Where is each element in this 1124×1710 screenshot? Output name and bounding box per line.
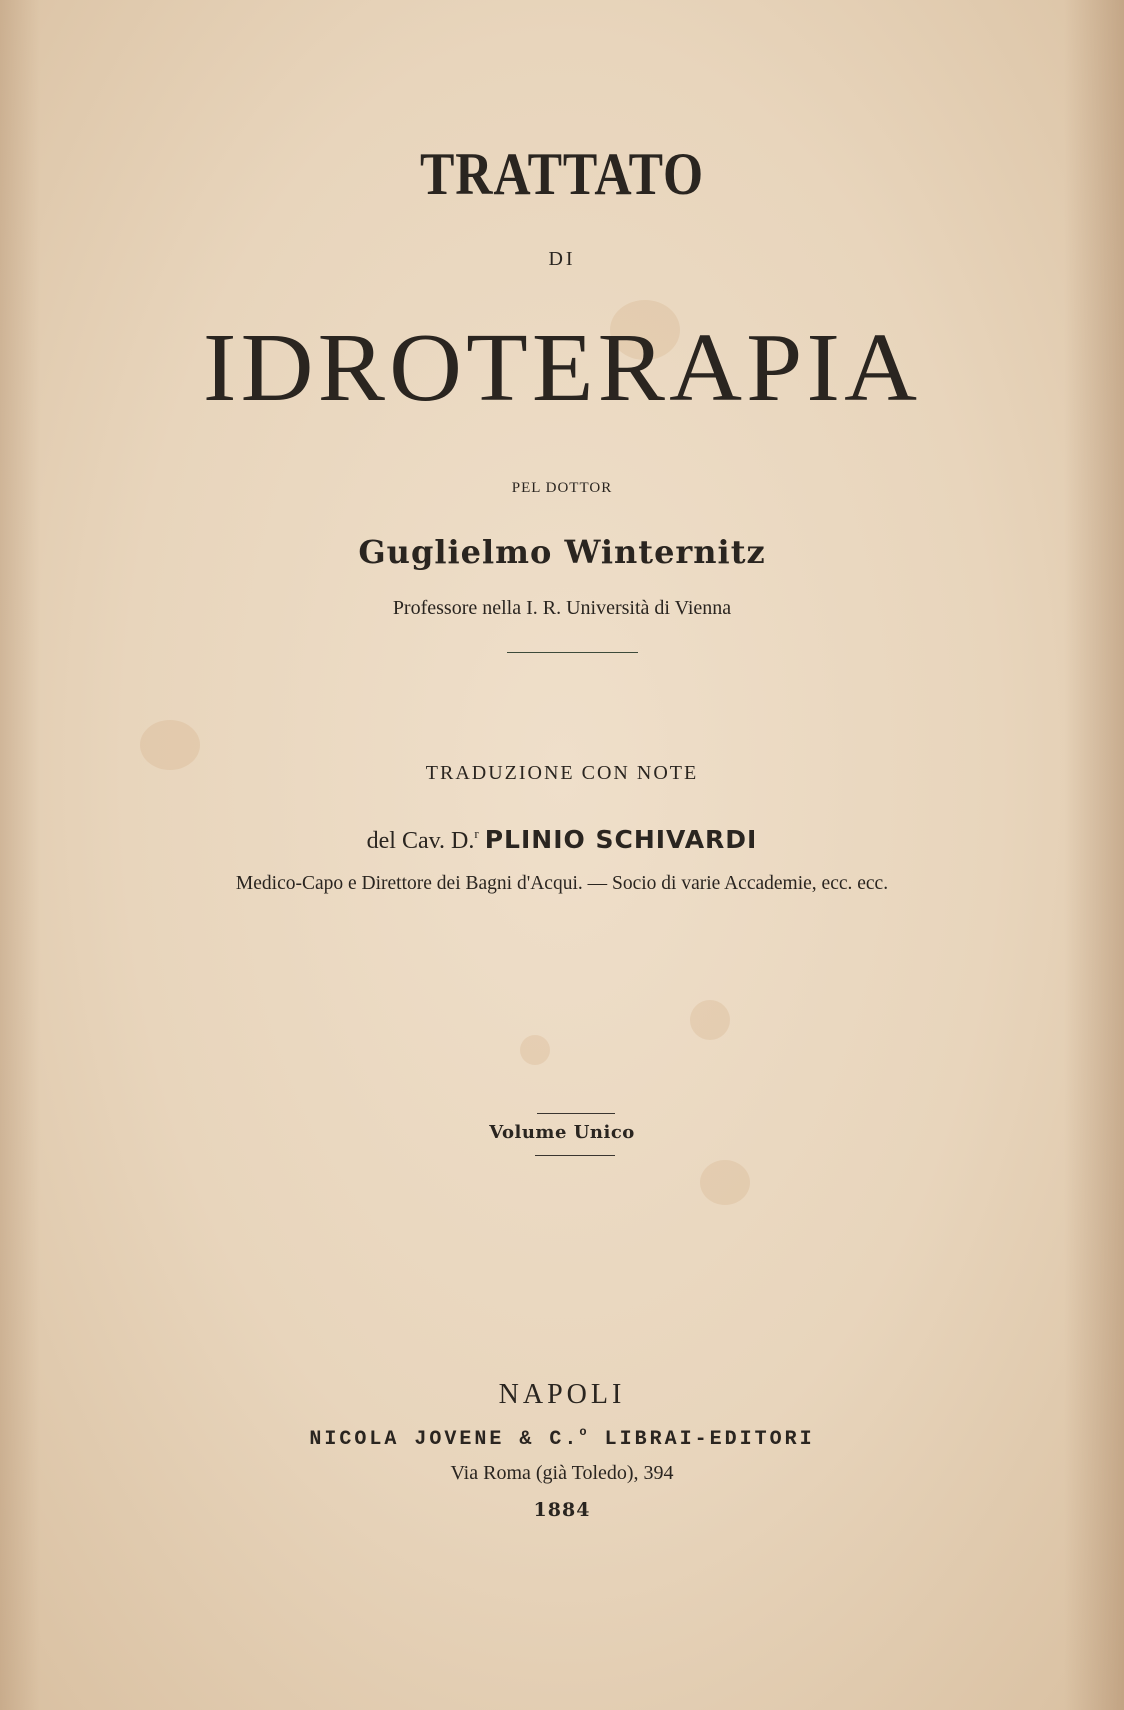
author-intro: PEL DOTTOR	[511, 480, 613, 496]
imprint-address: Via Roma (già Toledo), 394	[450, 1462, 674, 1484]
foxing-spot	[700, 1160, 750, 1205]
translator-line	[0, 825, 1124, 855]
divider-rule	[507, 652, 638, 653]
book-subject: IDROTERAPIA	[202, 314, 922, 422]
title-connector: DI	[548, 248, 576, 270]
author-role: Professore nella I. R. Università di Vienna	[392, 597, 732, 619]
publisher-superscript: o	[579, 1425, 590, 1439]
translator-role: Medico-Capo e Direttore dei Bagni d'Acqui. — Socio di varie Accademie, ecc. ecc.	[235, 873, 889, 894]
translator-prefix-superscript: r	[474, 826, 479, 841]
book-title: TRATTATO	[419, 141, 705, 207]
imprint-year: 1884	[533, 1499, 591, 1521]
foxing-spot	[690, 1000, 730, 1040]
imprint-publisher	[0, 1425, 1124, 1451]
publisher-name: NICOLA JOVENE & C.	[309, 1428, 580, 1451]
translator-name: PLINIO SCHIVARDI	[484, 825, 758, 854]
translator-prefix: del Cav. D.	[366, 828, 475, 854]
author-name: Guglielmo Winternitz	[358, 533, 766, 571]
imprint-city: NAPOLI	[498, 1379, 626, 1410]
translation-heading: TRADUZIONE CON NOTE	[425, 762, 699, 784]
volume-rule-top	[537, 1113, 615, 1114]
publisher-role: LIBRAI-EDITORI	[589, 1428, 815, 1451]
foxing-spot	[520, 1035, 550, 1065]
volume-label: Volume Unico	[489, 1122, 635, 1143]
volume-rule-bottom	[535, 1155, 615, 1156]
